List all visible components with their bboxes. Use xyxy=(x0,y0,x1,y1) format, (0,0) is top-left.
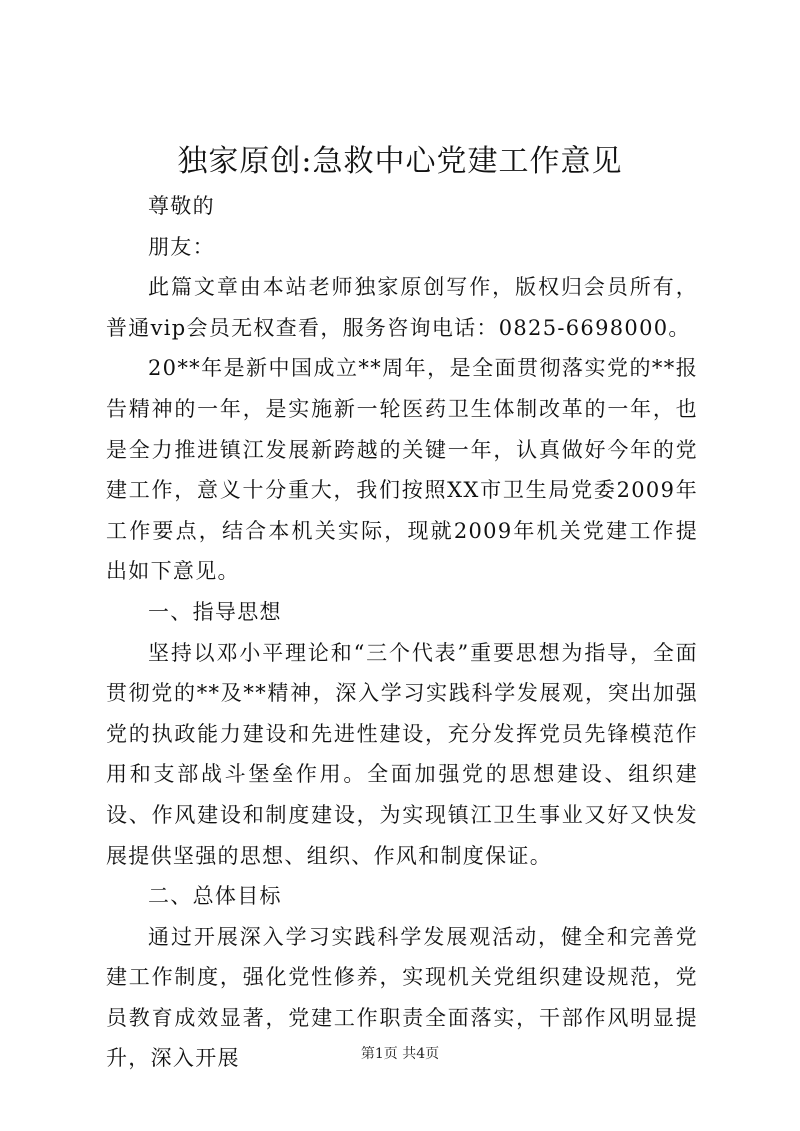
intro-paragraph: 20**年是新中国成立**周年，是全面贯彻落实党的**报告精神的一年，是实施新一轮医药卫生体制改革的一年，也是全力推进镇江发展新跨越的关键一年，认真做好今年的党建工作，意义十分重大，我们按照XX市卫生局党委2009年工作要点，结合本机关实际，现就2009年机关党建工作提出如下意见。 xyxy=(106,356,698,584)
salutation-line-2: 朋友： xyxy=(148,234,215,259)
section-heading-guiding-ideology: 一、指导思想 xyxy=(148,599,282,624)
document-body xyxy=(106,186,698,1079)
page-number-footer: 第1页 共4页 xyxy=(360,1046,440,1062)
section-heading-overall-goals: 二、总体目标 xyxy=(148,884,282,909)
overall-goals-paragraph: 通过开展深入学习实践科学发展观活动，健全和完善党建工作制度，强化党性修养，实现机关党组织建设规范，党员教育成效显著，党建工作职责全面落实，干部作风明显提升，深入开展 xyxy=(106,924,698,1071)
copyright-notice: 此篇文章由本站老师独家原创写作，版权归会员所有，普通vip会员无权查看，服务咨询电话：0825-6698000。 xyxy=(106,275,698,340)
salutation-line-1: 尊敬的 xyxy=(148,194,215,218)
document-title: 独家原创:急救中心党建工作意见 xyxy=(177,144,623,179)
guiding-ideology-paragraph: 坚持以邓小平理论和“三个代表”重要思想为指导，全面贯彻党的**及**精神，深入学习实践科学发展观，突出加强党的执政能力建设和先进性建设，充分发挥党员先锋模范作用和支部战斗堡垒作用。全面加强党的思想建设、组织建设、作风建设和制度建设，为实现镇江卫生事业又好又快发展提供坚强的思想、组织、作风和制度保证。 xyxy=(106,640,698,868)
